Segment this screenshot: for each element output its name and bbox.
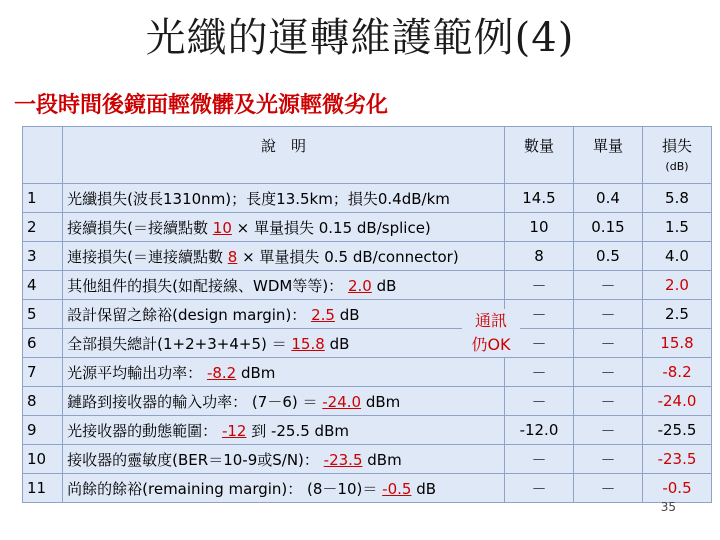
description-value: -0.5	[382, 479, 412, 498]
row-unit-cell: 0.15	[573, 213, 642, 242]
description-suffix: 到 -25.5 dBm	[246, 421, 349, 440]
row-loss-cell: -8.2	[642, 358, 711, 387]
description-value: -8.2	[206, 363, 237, 382]
row-number-cell: 10	[23, 445, 63, 474]
description-text: 接續損失(＝接續點數	[67, 218, 213, 237]
description-value: 15.8	[291, 334, 325, 353]
description-value: 2.5	[311, 305, 335, 324]
row-description-cell	[63, 445, 505, 474]
row-number-cell: 4	[23, 271, 63, 300]
row-loss-cell: 15.8	[642, 329, 711, 358]
row-description-cell	[63, 474, 505, 503]
row-qty-cell: 8	[504, 242, 573, 271]
table-row	[23, 474, 712, 503]
row-number-cell: 1	[23, 184, 63, 213]
row-qty-cell: -12.0	[504, 416, 573, 445]
row-loss-cell: 1.5	[642, 213, 711, 242]
table-row	[23, 358, 712, 387]
status-note	[462, 309, 520, 357]
row-number-cell: 2	[23, 213, 63, 242]
table-row	[23, 300, 712, 329]
description-text: 尚餘的餘裕(remaining margin)： (8－10)＝	[67, 479, 383, 498]
row-loss-cell: -23.5	[642, 445, 711, 474]
row-number-cell: 5	[23, 300, 63, 329]
description-suffix: dBm	[362, 450, 402, 469]
description-text: 鏈路到接收器的輸入功率： (7－6) ＝	[67, 392, 323, 411]
description-suffix: dB	[371, 276, 397, 295]
description-suffix: × 單量損失 0.5 dB/connector)	[237, 247, 459, 266]
row-qty-cell: －	[504, 474, 573, 503]
description-value: 8	[227, 247, 238, 266]
row-description-cell	[63, 213, 505, 242]
description-text: 光接收器的動態範圍：	[67, 421, 222, 440]
table-header-row	[23, 127, 712, 184]
row-qty-cell: 14.5	[504, 184, 573, 213]
description-text: 其他組件的損失(如配接線、WDM等等)：	[67, 276, 348, 295]
row-unit-cell: －	[573, 474, 642, 503]
header-unit-cell: 單量	[573, 127, 642, 184]
row-description-cell	[63, 329, 505, 358]
description-text: 全部損失總計(1+2+3+4+5) ＝	[67, 334, 292, 353]
header-loss-label: 損失	[661, 137, 692, 155]
row-loss-cell: 4.0	[642, 242, 711, 271]
row-unit-cell: －	[573, 358, 642, 387]
description-text: 設計保留之餘裕(design margin)：	[67, 305, 312, 324]
row-description-cell	[63, 271, 505, 300]
description-text: 光源平均輸出功率：	[67, 363, 207, 382]
row-description-cell	[63, 300, 505, 329]
table-row	[23, 242, 712, 271]
row-qty-cell: －	[504, 358, 573, 387]
row-number-cell: 3	[23, 242, 63, 271]
description-value: -12	[221, 421, 247, 440]
description-suffix: × 單量損失 0.15 dB/splice)	[231, 218, 431, 237]
description-text: 連接損失(＝連接續點數	[67, 247, 228, 266]
row-number-cell: 11	[23, 474, 63, 503]
row-number-cell: 7	[23, 358, 63, 387]
row-unit-cell: 0.4	[573, 184, 642, 213]
header-loss-cell	[642, 127, 711, 184]
row-loss-cell: 5.8	[642, 184, 711, 213]
description-suffix: dB	[334, 305, 360, 324]
row-qty-cell: －	[504, 329, 573, 358]
status-note-line2: 仍OK	[471, 335, 511, 354]
description-suffix: dB	[411, 479, 437, 498]
row-qty-cell: －	[504, 300, 573, 329]
description-value: 10	[212, 218, 232, 237]
table-row	[23, 387, 712, 416]
row-number-cell: 9	[23, 416, 63, 445]
row-qty-cell: －	[504, 445, 573, 474]
row-description-cell	[63, 387, 505, 416]
header-desc-cell: 說 明	[63, 127, 505, 184]
row-loss-cell: 2.0	[642, 271, 711, 300]
row-number-cell: 8	[23, 387, 63, 416]
row-unit-cell: －	[573, 300, 642, 329]
row-qty-cell: 10	[504, 213, 573, 242]
table-row	[23, 445, 712, 474]
row-loss-cell: -0.5	[642, 474, 711, 503]
row-description-cell	[63, 358, 505, 387]
status-note-line1: 通訊	[474, 311, 507, 330]
row-unit-cell: －	[573, 445, 642, 474]
table-row	[23, 271, 712, 300]
header-no-cell	[23, 127, 63, 184]
description-value: 2.0	[347, 276, 372, 295]
row-description-cell	[63, 184, 505, 213]
description-value: -23.5	[323, 450, 363, 469]
description-text: 接收器的靈敏度(BER＝10-9或S/N)：	[67, 450, 324, 469]
table-row	[23, 416, 712, 445]
row-unit-cell: －	[573, 329, 642, 358]
table-row	[23, 184, 712, 213]
page-number: 35	[660, 500, 676, 514]
description-value: -24.0	[322, 392, 362, 411]
row-qty-cell: －	[504, 271, 573, 300]
description-suffix: dBm	[236, 363, 276, 382]
slide-subtitle: 一段時間後鏡面輕微髒及光源輕微劣化	[14, 92, 389, 118]
table-row	[23, 213, 712, 242]
row-description-cell	[63, 416, 505, 445]
row-unit-cell: 0.5	[573, 242, 642, 271]
row-loss-cell: 2.5	[642, 300, 711, 329]
row-unit-cell: －	[573, 387, 642, 416]
header-loss-unit: (dB)	[665, 160, 689, 173]
row-loss-cell: -24.0	[642, 387, 711, 416]
row-description-cell	[63, 242, 505, 271]
description-text: 光纖損失(波長1310nm)；長度13.5km；損失0.4dB/km	[67, 189, 450, 208]
row-unit-cell: －	[573, 271, 642, 300]
table-row	[23, 329, 712, 358]
slide-title: 光纖的運轉維護範例(4)	[145, 15, 575, 61]
row-loss-cell: -25.5	[642, 416, 711, 445]
loss-budget-table	[22, 126, 712, 503]
description-suffix: dBm	[361, 392, 401, 411]
header-qty-cell: 數量	[504, 127, 573, 184]
row-number-cell: 6	[23, 329, 63, 358]
row-unit-cell: －	[573, 416, 642, 445]
row-qty-cell: －	[504, 387, 573, 416]
description-suffix: dB	[324, 334, 350, 353]
